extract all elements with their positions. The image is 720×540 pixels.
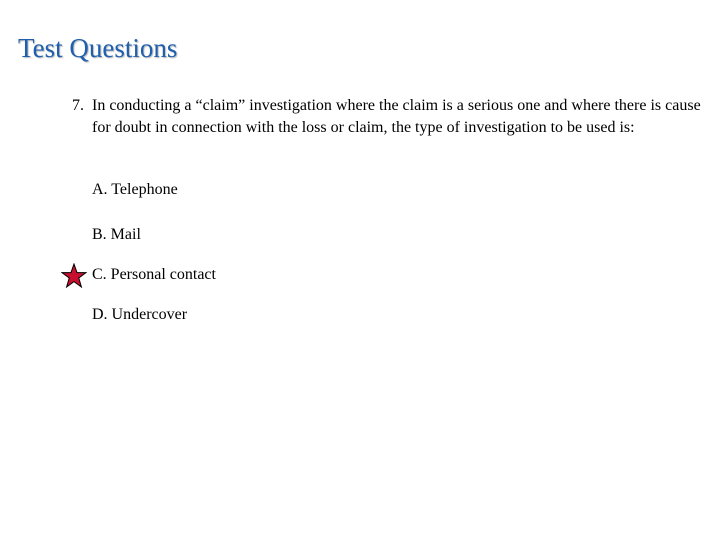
question-text: In conducting a “claim” investigation where the claim is a serious one and where there is cause for doubt in connection with the loss or claim, the type of investigation to be used is: bbox=[92, 97, 701, 136]
page-title: Test Questions bbox=[18, 33, 178, 63]
option-a[interactable]: A. Telephone bbox=[92, 181, 178, 198]
question-number: 7. bbox=[72, 97, 84, 114]
option-c[interactable]: C. Personal contact bbox=[92, 266, 216, 283]
star-icon bbox=[61, 263, 87, 288]
option-b[interactable]: B. Mail bbox=[92, 226, 141, 243]
star-shape bbox=[62, 264, 86, 287]
question bbox=[72, 95, 712, 139]
option-d[interactable]: D. Undercover bbox=[92, 306, 188, 323]
